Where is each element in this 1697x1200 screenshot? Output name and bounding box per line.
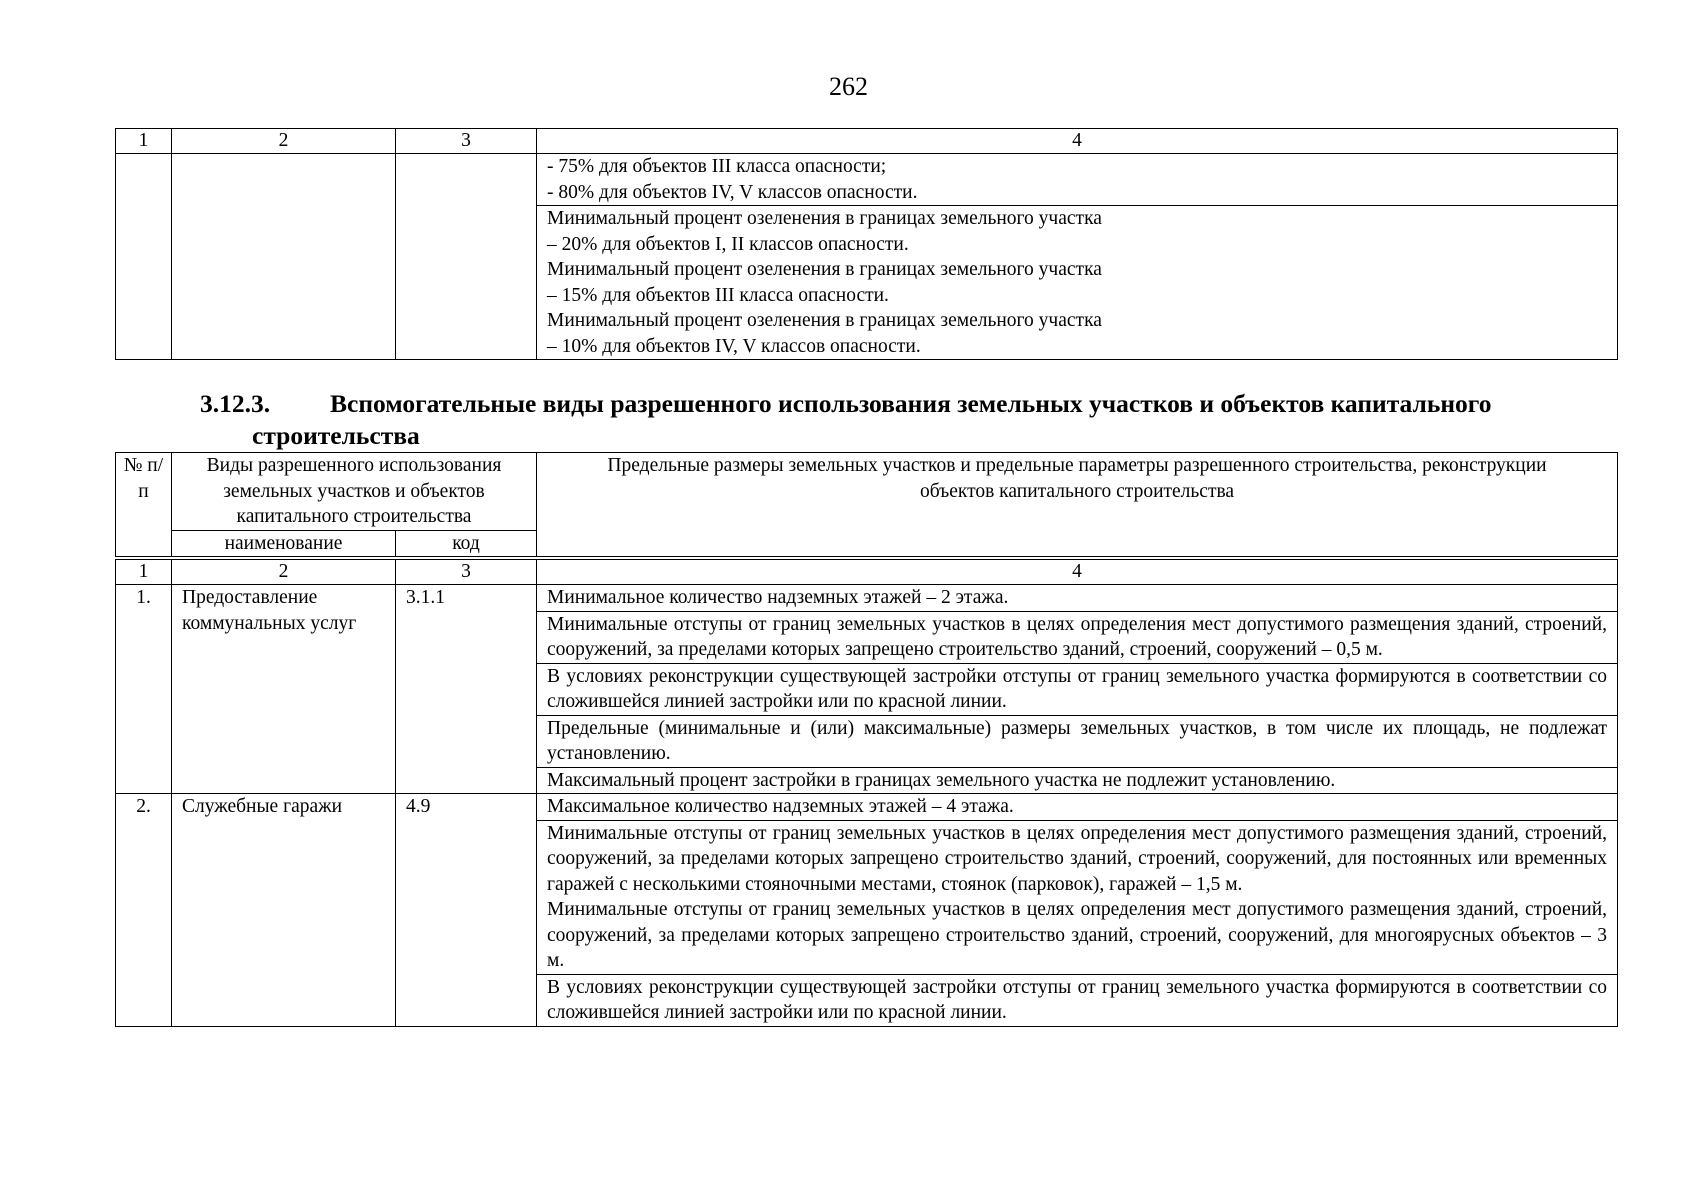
empty-cell: [172, 154, 396, 360]
column-number-row: [116, 558, 1618, 585]
header-row: [116, 453, 1618, 531]
table-row: [116, 585, 1618, 612]
column-number: 4: [537, 558, 1618, 585]
params-cell: В условиях реконструкции существующей застройки отступы от границ земельного участка формируются в соответствии со сложившейся линией застройки или по красной линии.: [537, 974, 1618, 1026]
params-cell: [537, 154, 1618, 206]
text-line: - 80% для объектов IV, V классов опасности.: [547, 181, 918, 203]
params-cell: В условиях реконструкции существующей застройки отступы от границ земельного участка формируются в соответствии со сложившейся линией застройки или по красной линии.: [537, 663, 1618, 715]
params-cell: Минимальные отступы от границ земельных участков в целях определения мест допустимого размещения зданий, строений, сооружений, за пределами которых запрещено строительство зданий, строений, сооружений – 0,5 м.: [537, 611, 1618, 663]
column-number-row: [116, 129, 1618, 154]
header-num: № п/п: [116, 453, 172, 559]
table-row: [116, 794, 1618, 821]
section-title-line2: строительства: [252, 421, 420, 450]
empty-cell: [396, 154, 537, 360]
paragraph: Минимальные отступы от границ земельных участков в целях определения мест допустимого размещения зданий, строений, сооружений, за пределами которых запрещено строительство зданий, строений, сооружений, для многоярусных объектов – 3 м.: [547, 899, 1608, 971]
params-cell: Предельные (минимальные и (или) максимальные) размеры земельных участков, в том числе их площадь, не подлежат установлению.: [537, 715, 1618, 767]
header-params: Предельные размеры земельных участков и предельные параметры разрешенного строительства, реконструкции объектов капитального строительства: [537, 453, 1618, 559]
use-code: 3.1.1: [396, 585, 537, 794]
page-number: 262: [829, 72, 868, 101]
params-cell: Максимальный процент застройки в границах земельного участка не подлежит установлению.: [537, 767, 1618, 794]
column-number: 3: [396, 129, 537, 154]
params-cell: [537, 206, 1618, 360]
continuation-table: [115, 128, 1618, 360]
column-number: 4: [537, 129, 1618, 154]
params-cell: Минимальное количество надземных этажей – 2 этажа.: [537, 585, 1618, 612]
text-line: - 75% для объектов III класса опасности;: [547, 156, 887, 177]
column-number: 2: [172, 129, 396, 154]
use-name: Служебные гаражи: [172, 794, 396, 1027]
empty-cell: [116, 154, 172, 360]
text-line: Минимальный процент озеленения в границах земельного участка: [547, 208, 1102, 229]
header-types: Виды разрешенного использования земельных участков и объектов капитального строительства: [172, 453, 537, 531]
table-row: [116, 154, 1618, 206]
text-line: – 20% для объектов I, II классов опасности.: [547, 233, 909, 255]
permitted-uses-table: [115, 452, 1618, 1027]
section-number: 3.12.3.: [200, 389, 271, 418]
text-line: Минимальный процент озеленения в границах земельного участка: [547, 310, 1102, 331]
section-title-line1: Вспомогательные виды разрешенного использования земельных участков и объектов капитального: [330, 389, 1492, 418]
header-name: наименование: [172, 530, 396, 558]
params-cell: [537, 820, 1618, 974]
use-name: Предоставление коммунальных услуг: [172, 585, 396, 794]
column-number: 3: [396, 558, 537, 585]
column-number: 1: [116, 129, 172, 154]
text-line: – 10% для объектов IV, V классов опасности.: [547, 335, 921, 357]
section-heading: [200, 388, 1620, 452]
text-line: – 15% для объектов III класса опасности.: [547, 284, 889, 306]
text-line: Минимальный процент озеленения в границах земельного участка: [547, 259, 1102, 280]
use-code: 4.9: [396, 794, 537, 1027]
column-number: 1: [116, 558, 172, 585]
paragraph: Минимальные отступы от границ земельных участков в целях определения мест допустимого размещения зданий, строений, сооружений, за пределами которых запрещено строительство зданий, строений, сооружений, для постоянных или временных гаражей с несколькими стояночными местами, стоянок (парковок), гаражей – 1,5 м.: [547, 822, 1608, 895]
row-number: 1.: [116, 585, 172, 794]
header-code: код: [396, 530, 537, 558]
params-cell: Максимальное количество надземных этажей – 4 этажа.: [537, 794, 1618, 821]
row-number: 2.: [116, 794, 172, 1027]
column-number: 2: [172, 558, 396, 585]
